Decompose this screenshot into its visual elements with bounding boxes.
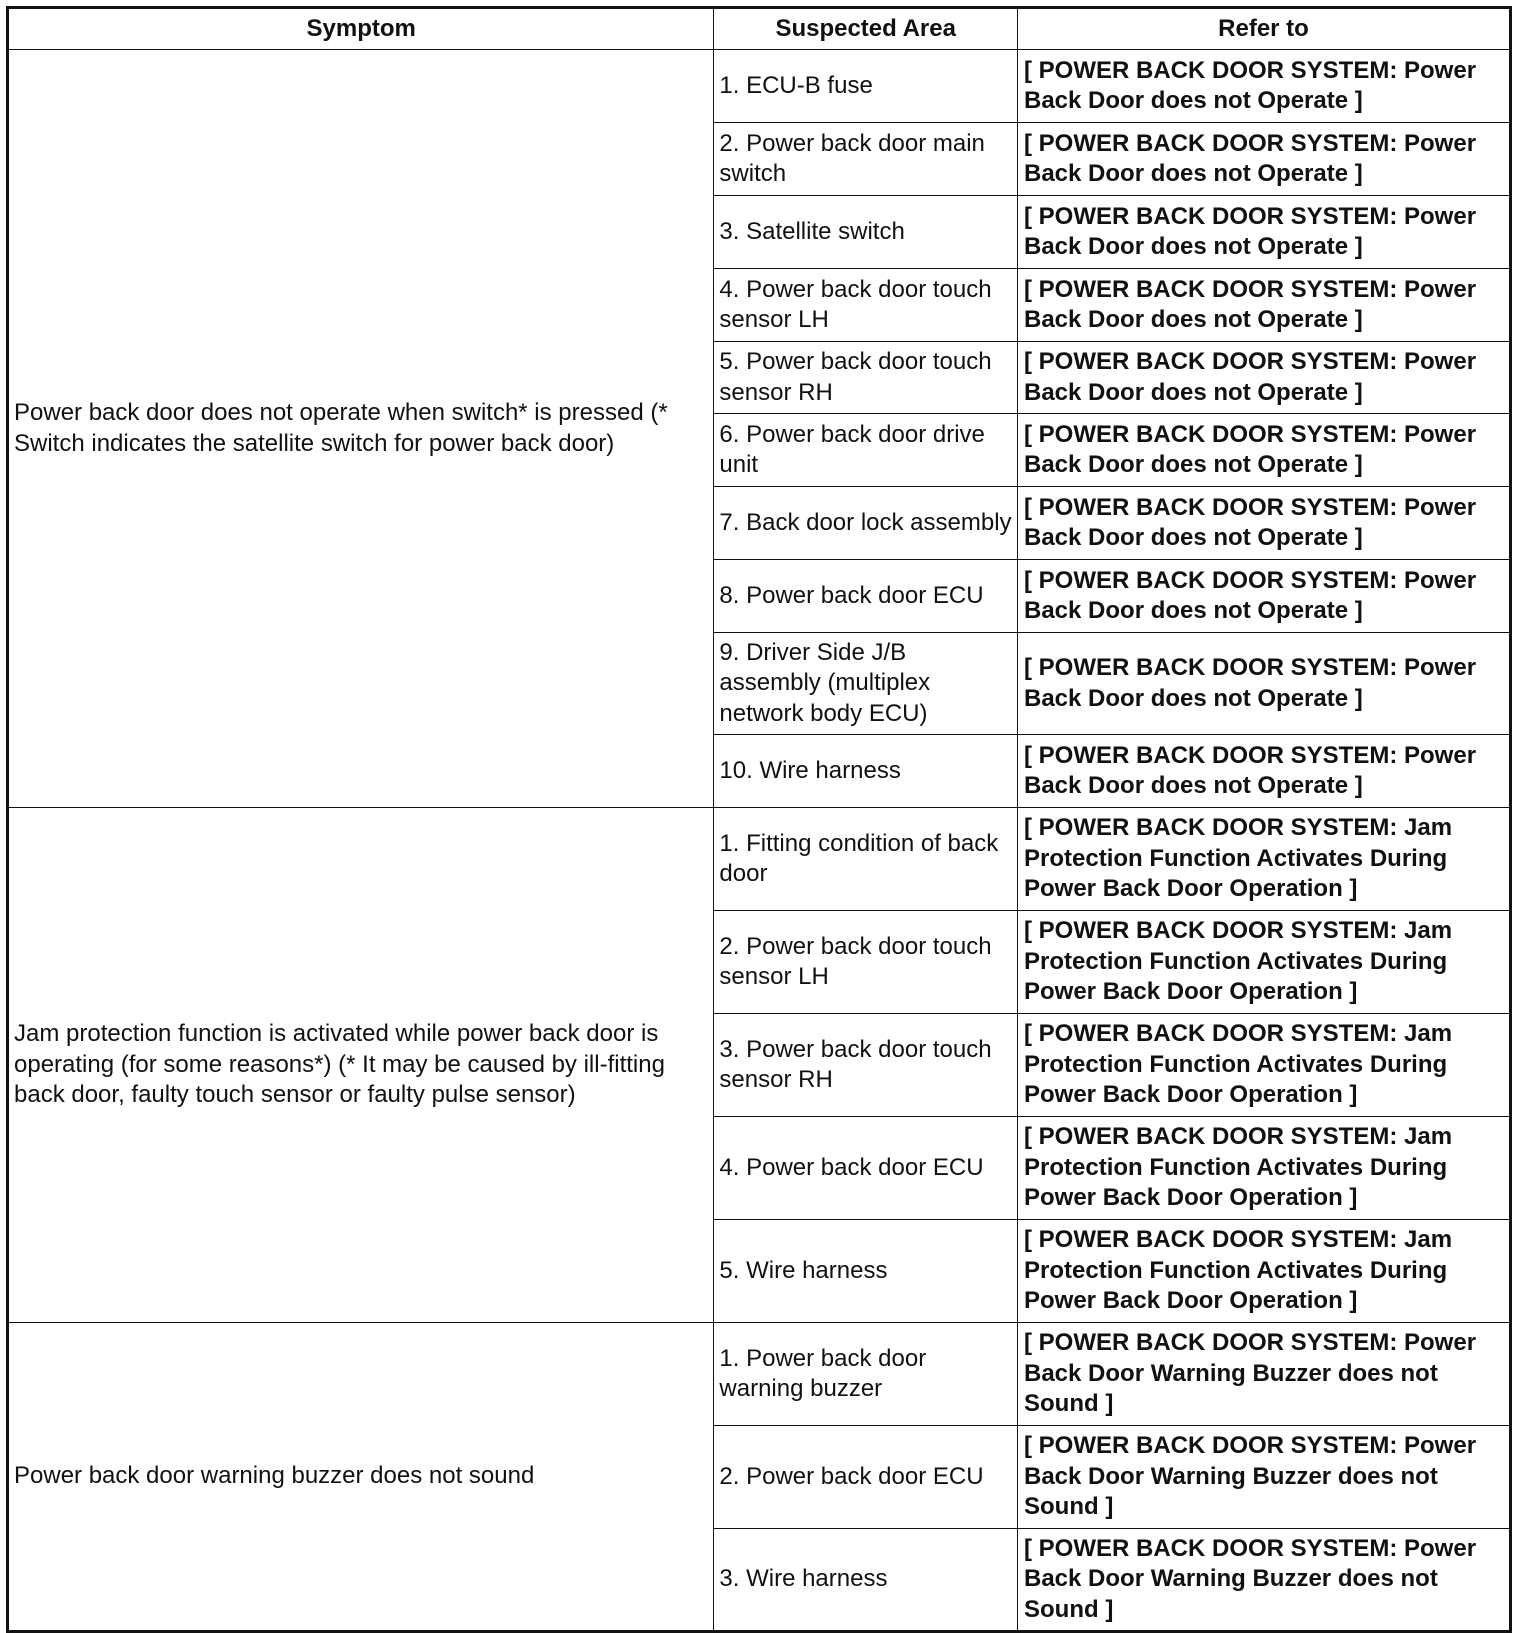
troubleshooting-table (6, 6, 1512, 1633)
symptom-cell: Jam protection function is activated while power back door is operating (for some reasons*) (* It may be caused by ill-fitting back door, faulty touch sensor or faulty pulse sensor) (8, 808, 714, 1323)
suspected-area-cell: 10. Wire harness (714, 735, 1018, 808)
suspected-area-cell: 9. Driver Side J/B assembly (multiplex network body ECU) (714, 633, 1018, 735)
refer-to-cell: [ POWER BACK DOOR SYSTEM: Power Back Door does not Operate ] (1018, 560, 1511, 633)
suspected-area-cell: 1. ECU-B fuse (714, 50, 1018, 123)
suspected-area-cell: 6. Power back door drive unit (714, 414, 1018, 487)
refer-to-cell: [ POWER BACK DOOR SYSTEM: Power Back Door does not Operate ] (1018, 633, 1511, 735)
table-row (8, 50, 1511, 123)
suspected-area-cell: 5. Power back door touch sensor RH (714, 342, 1018, 414)
suspected-area-cell: 3. Power back door touch sensor RH (714, 1014, 1018, 1117)
refer-to-cell: [ POWER BACK DOOR SYSTEM: Power Back Door Warning Buzzer does not Sound ] (1018, 1529, 1511, 1632)
refer-to-cell: [ POWER BACK DOOR SYSTEM: Jam Protection Function Activates During Power Back Door Operation ] (1018, 808, 1511, 911)
suspected-area-cell: 3. Satellite switch (714, 196, 1018, 269)
header-row (8, 8, 1511, 50)
suspected-area-cell: 7. Back door lock assembly (714, 487, 1018, 560)
suspected-area-cell: 4. Power back door touch sensor LH (714, 269, 1018, 342)
refer-to-cell: [ POWER BACK DOOR SYSTEM: Power Back Door does not Operate ] (1018, 342, 1511, 414)
refer-to-cell: [ POWER BACK DOOR SYSTEM: Power Back Door does not Operate ] (1018, 487, 1511, 560)
suspected-area-cell: 4. Power back door ECU (714, 1117, 1018, 1220)
symptom-cell: Power back door does not operate when switch* is pressed (* Switch indicates the satellite switch for power back door) (8, 50, 714, 808)
header-symptom: Symptom (8, 8, 714, 50)
refer-to-cell: [ POWER BACK DOOR SYSTEM: Jam Protection Function Activates During Power Back Door Operation ] (1018, 911, 1511, 1014)
table-row (8, 1323, 1511, 1426)
table-row (8, 808, 1511, 911)
refer-to-cell: [ POWER BACK DOOR SYSTEM: Jam Protection Function Activates During Power Back Door Operation ] (1018, 1014, 1511, 1117)
refer-to-cell: [ POWER BACK DOOR SYSTEM: Power Back Door Warning Buzzer does not Sound ] (1018, 1323, 1511, 1426)
header-refer-to: Refer to (1018, 8, 1511, 50)
refer-to-cell: [ POWER BACK DOOR SYSTEM: Jam Protection Function Activates During Power Back Door Operation ] (1018, 1220, 1511, 1323)
suspected-area-cell: 2. Power back door touch sensor LH (714, 911, 1018, 1014)
suspected-area-cell: 5. Wire harness (714, 1220, 1018, 1323)
refer-to-cell: [ POWER BACK DOOR SYSTEM: Power Back Door does not Operate ] (1018, 50, 1511, 123)
refer-to-cell: [ POWER BACK DOOR SYSTEM: Power Back Door does not Operate ] (1018, 414, 1511, 487)
suspected-area-cell: 1. Power back door warning buzzer (714, 1323, 1018, 1426)
suspected-area-cell: 2. Power back door ECU (714, 1426, 1018, 1529)
suspected-area-cell: 3. Wire harness (714, 1529, 1018, 1632)
refer-to-cell: [ POWER BACK DOOR SYSTEM: Power Back Door does not Operate ] (1018, 269, 1511, 342)
suspected-area-cell: 2. Power back door main switch (714, 123, 1018, 196)
refer-to-cell: [ POWER BACK DOOR SYSTEM: Power Back Door does not Operate ] (1018, 123, 1511, 196)
refer-to-cell: [ POWER BACK DOOR SYSTEM: Jam Protection Function Activates During Power Back Door Operation ] (1018, 1117, 1511, 1220)
suspected-area-cell: 8. Power back door ECU (714, 560, 1018, 633)
refer-to-cell: [ POWER BACK DOOR SYSTEM: Power Back Door does not Operate ] (1018, 735, 1511, 808)
suspected-area-cell: 1. Fitting condition of back door (714, 808, 1018, 911)
refer-to-cell: [ POWER BACK DOOR SYSTEM: Power Back Door does not Operate ] (1018, 196, 1511, 269)
symptom-cell: Power back door warning buzzer does not sound (8, 1323, 714, 1632)
header-suspected-area: Suspected Area (714, 8, 1018, 50)
refer-to-cell: [ POWER BACK DOOR SYSTEM: Power Back Door Warning Buzzer does not Sound ] (1018, 1426, 1511, 1529)
